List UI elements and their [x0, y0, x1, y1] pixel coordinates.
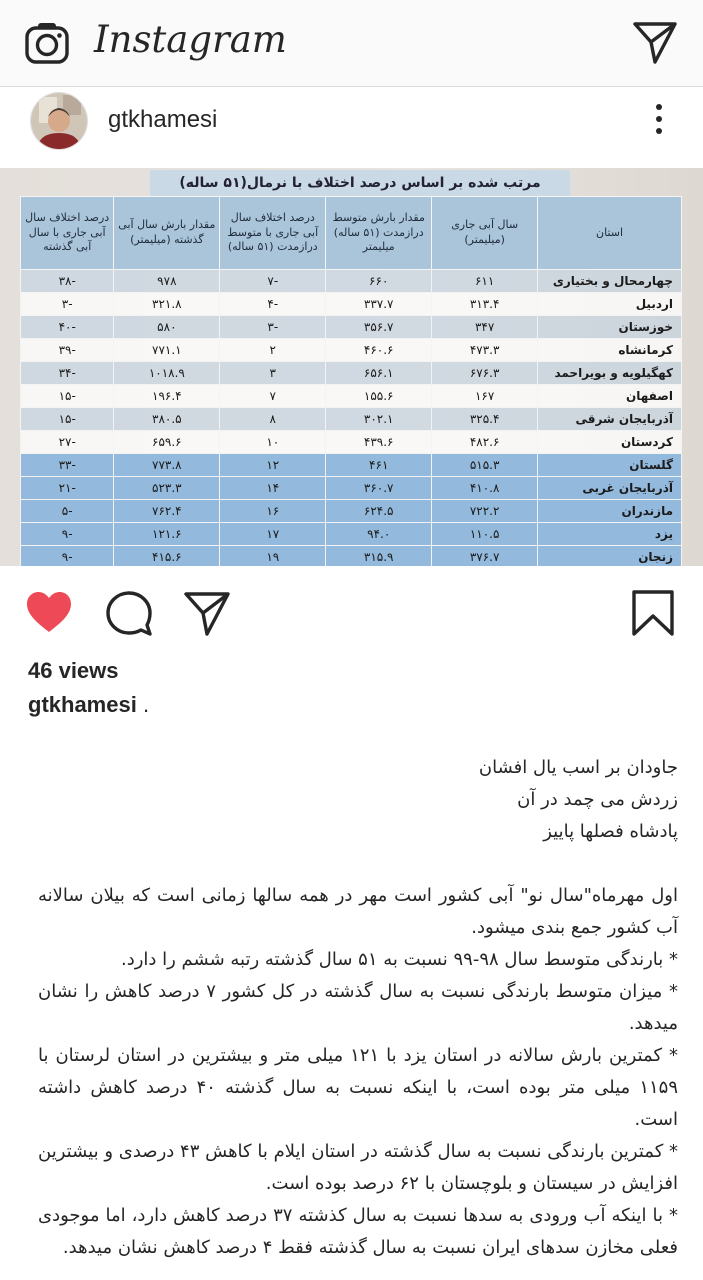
table-title: مرتب شده بر اساس درصد اختلاف با نرمال(۵۱ ساله): [150, 170, 570, 196]
value-cell: ۴۷۳.۳: [432, 339, 538, 362]
caption-owner: [28, 692, 149, 718]
province-cell: مازندران: [538, 500, 682, 523]
caption-owner-suffix: .: [142, 692, 150, 717]
value-cell: ۱۰: [220, 431, 326, 454]
post-image[interactable]: [0, 168, 703, 566]
value-cell: ۱۴: [220, 477, 326, 500]
post-username[interactable]: gtkhamesi: [108, 106, 218, 133]
value-cell: ۱۲: [220, 454, 326, 477]
poem-line: پادشاه فصلها پاییز: [543, 821, 678, 842]
value-cell: ۸: [220, 408, 326, 431]
post-header: [0, 86, 703, 168]
value-cell: ۳: [220, 362, 326, 385]
value-cell: -۹: [21, 523, 114, 546]
rainfall-table: [20, 196, 682, 566]
caption-paragraph: اول مهرماه"سال نو" آبی کشور است مهر در همه سالها زمانی است که بیلان سالانه آب کشور جمع بندی میشود.: [38, 885, 678, 938]
province-cell: کردستان: [538, 431, 682, 454]
action-bar: [0, 566, 703, 656]
value-cell: ۴۱۰.۸: [432, 477, 538, 500]
table-row: [21, 431, 682, 454]
poem-line: زردش می چمد در آن: [517, 789, 678, 810]
value-cell: ۴۳۹.۶: [326, 431, 432, 454]
table-row: [21, 385, 682, 408]
share-paper-plane-icon[interactable]: [182, 588, 232, 638]
value-cell: -۵: [21, 500, 114, 523]
province-cell: چهارمحال و بختیاری: [538, 270, 682, 293]
value-cell: ۱۷: [220, 523, 326, 546]
table-row: [21, 270, 682, 293]
table-row: [21, 500, 682, 523]
value-cell: -۴۰: [21, 316, 114, 339]
header-diff-long-term: درصد اختلاف سال آبی جاری با متوسط درازمدت (۵۱ ساله): [220, 197, 326, 270]
table-row: [21, 362, 682, 385]
table-row: [21, 408, 682, 431]
app-logo: Instagram: [94, 18, 287, 61]
views-count: 46 views: [28, 658, 119, 683]
province-cell: اردبیل: [538, 293, 682, 316]
value-cell: -۱۵: [21, 385, 114, 408]
value-cell: ۱۰۱۸.۹: [114, 362, 220, 385]
value-cell: ۱۶: [220, 500, 326, 523]
camera-icon[interactable]: [24, 20, 70, 66]
province-cell: گلستان: [538, 454, 682, 477]
value-cell: ۳۲۵.۴: [432, 408, 538, 431]
header-diff-last-year: درصد اختلاف سال آبی جاری با سال آبی گذشته: [21, 197, 114, 270]
value-cell: ۳۵۶.۷: [326, 316, 432, 339]
table-row: [21, 293, 682, 316]
value-cell: -۲۷: [21, 431, 114, 454]
value-cell: ۳۳۷.۷: [326, 293, 432, 316]
avatar[interactable]: [30, 92, 88, 150]
value-cell: ۷۷۱.۱: [114, 339, 220, 362]
province-cell: یزد: [538, 523, 682, 546]
heart-icon[interactable]: [24, 588, 74, 638]
value-cell: ۴۱۵.۶: [114, 546, 220, 567]
value-cell: ۷: [220, 385, 326, 408]
value-cell: -۳۳: [21, 454, 114, 477]
table-row: [21, 523, 682, 546]
value-cell: -۳۴: [21, 362, 114, 385]
caption-owner-username[interactable]: gtkhamesi: [28, 692, 137, 717]
value-cell: ۱۱۰.۵: [432, 523, 538, 546]
value-cell: -۳: [220, 316, 326, 339]
table-row: [21, 316, 682, 339]
post-caption: [38, 752, 678, 1264]
province-cell: اصفهان: [538, 385, 682, 408]
header-long-term-average: مقدار بارش متوسط درازمدت (۵۱ ساله) میلیمتر: [326, 197, 432, 270]
value-cell: ۵۸۰: [114, 316, 220, 339]
value-cell: ۷۷۳.۸: [114, 454, 220, 477]
value-cell: ۵۱۵.۳: [432, 454, 538, 477]
caption-paragraph: * میزان متوسط بارندگی نسبت به سال گذشته در کل کشور ۷ درصد کاهش را نشان میدهد.: [38, 981, 678, 1034]
header-province: استان: [538, 197, 682, 270]
value-cell: ۳۱۳.۴: [432, 293, 538, 316]
value-cell: ۳۲۱.۸: [114, 293, 220, 316]
table-row: [21, 546, 682, 567]
value-cell: ۷۶۲.۴: [114, 500, 220, 523]
value-cell: ۳۱۵.۹: [326, 546, 432, 567]
value-cell: ۳۰۲.۱: [326, 408, 432, 431]
value-cell: ۹۴.۰: [326, 523, 432, 546]
value-cell: ۵۲۳.۳: [114, 477, 220, 500]
province-cell: کهگیلویه و بویراحمد: [538, 362, 682, 385]
poem-line: جاودان بر اسب یال افشان: [478, 757, 678, 778]
value-cell: ۶۱۱: [432, 270, 538, 293]
value-cell: ۱۹: [220, 546, 326, 567]
value-cell: ۷۲۲.۲: [432, 500, 538, 523]
caption-paragraph: * بارندگی متوسط سال ۹۸-۹۹ نسبت به ۵۱ سال گذشته رتبه ششم را دارد.: [120, 949, 678, 970]
value-cell: -۳: [21, 293, 114, 316]
value-cell: ۶۷۶.۳: [432, 362, 538, 385]
caption-paragraph: * با اینکه آب ورودی به سدها نسبت به سال کذشته ۳۷ درصد کاهش دارد، اما موجودی فعلی مخازن سدهای ایران نسبت به سال گذشته فقط ۴ درصد کاهش نشان میدهد.: [38, 1205, 678, 1258]
value-cell: ۱۹۶.۴: [114, 385, 220, 408]
province-cell: خوزستان: [538, 316, 682, 339]
table-row: [21, 454, 682, 477]
value-cell: ۴۸۲.۶: [432, 431, 538, 454]
value-cell: ۴۶۰.۶: [326, 339, 432, 362]
table-header-row: [21, 197, 682, 270]
value-cell: -۳۸: [21, 270, 114, 293]
value-cell: ۱۶۷: [432, 385, 538, 408]
value-cell: ۹۷۸: [114, 270, 220, 293]
value-cell: -۱۵: [21, 408, 114, 431]
paper-plane-icon[interactable]: [631, 18, 679, 66]
value-cell: ۳۶۰.۷: [326, 477, 432, 500]
table-row: [21, 339, 682, 362]
table-row: [21, 477, 682, 500]
more-vertical-icon[interactable]: [655, 104, 663, 138]
header-last-year: مقدار بارش سال آبی گذشته (میلیمتر): [114, 197, 220, 270]
value-cell: -۹: [21, 546, 114, 567]
province-cell: آذربایجان شرقی: [538, 408, 682, 431]
value-cell: ۶۵۹.۶: [114, 431, 220, 454]
value-cell: ۶۶۰: [326, 270, 432, 293]
value-cell: ۱۵۵.۶: [326, 385, 432, 408]
value-cell: ۳۴۷: [432, 316, 538, 339]
value-cell: ۱۲۱.۶: [114, 523, 220, 546]
province-cell: کرمانشاه: [538, 339, 682, 362]
province-cell: آذربایجان غربی: [538, 477, 682, 500]
province-cell: زنجان: [538, 546, 682, 567]
value-cell: -۴: [220, 293, 326, 316]
top-bar: [0, 0, 703, 87]
caption-paragraph: * کمترین بارش سالانه در استان یزد با ۱۲۱ میلی متر و بیشترین در استان لرستان با ۱۱۵۹ میلی متر بوده است، با اینکه نسبت به سال گذشته ۴۰ درصد کاهش داشته است.: [38, 1045, 679, 1130]
header-current-year: سال آبی جاری (میلیمتر): [432, 197, 538, 270]
value-cell: ۴۶۱: [326, 454, 432, 477]
value-cell: -۲۱: [21, 477, 114, 500]
comment-bubble-icon[interactable]: [104, 588, 154, 638]
value-cell: ۳۸۰.۵: [114, 408, 220, 431]
value-cell: ۶۲۴.۵: [326, 500, 432, 523]
bookmark-icon[interactable]: [628, 588, 678, 638]
value-cell: -۷: [220, 270, 326, 293]
value-cell: ۶۵۶.۱: [326, 362, 432, 385]
value-cell: ۳۷۶.۷: [432, 546, 538, 567]
value-cell: -۳۹: [21, 339, 114, 362]
caption-paragraph: * کمترین بارندگی نسبت به سال گذشته در استان ایلام با کاهش ۴۳ درصدی و بیشترین افزایش در سیستان و بلوچستان با ۶۲ درصد بوده است.: [38, 1141, 678, 1194]
value-cell: ۲: [220, 339, 326, 362]
